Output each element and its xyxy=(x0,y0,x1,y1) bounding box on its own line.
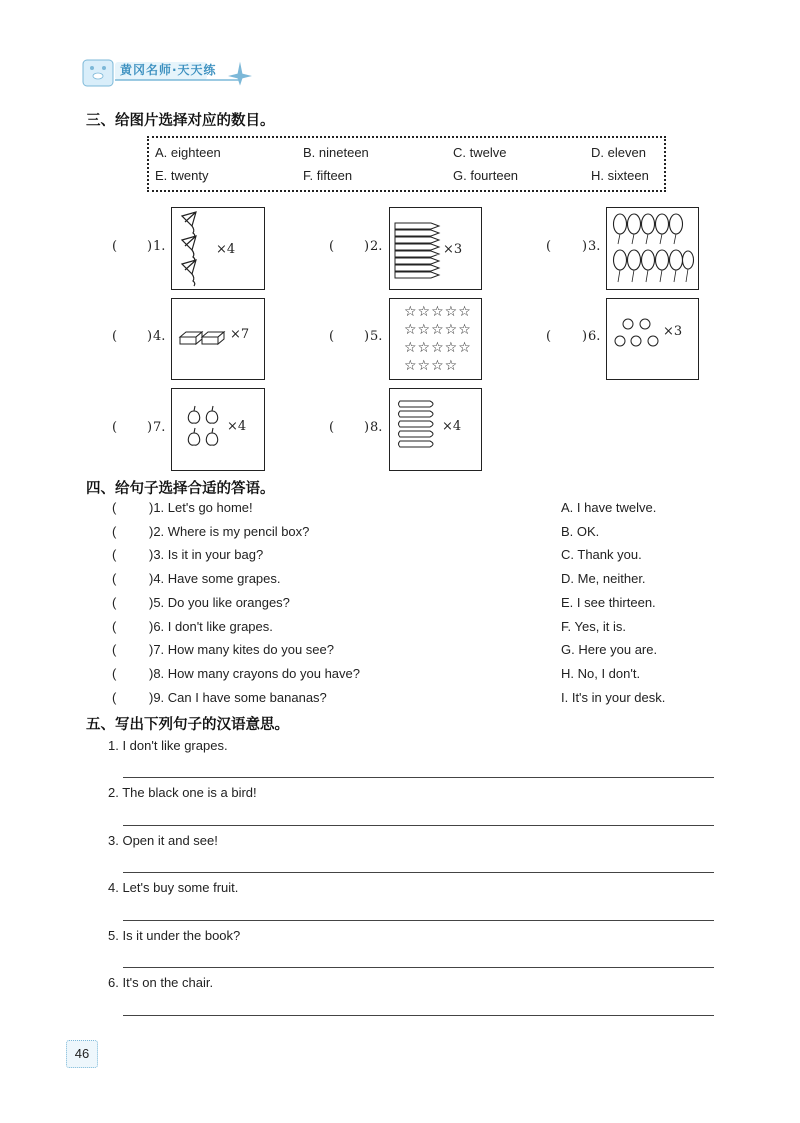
answer-paren-close: ) xyxy=(364,239,370,254)
multiplier: ×3 xyxy=(443,242,463,257)
word-option: D. eleven xyxy=(591,145,646,160)
picture-box xyxy=(171,388,265,471)
translate-sentence: 4. Let's buy some fruit. xyxy=(108,880,239,895)
answer-paren[interactable]: ( xyxy=(546,329,552,344)
answer-option: A. I have twelve. xyxy=(561,500,657,515)
answer-paren-close: ) xyxy=(364,420,370,435)
item-number: 6. xyxy=(588,329,601,344)
word-option: F. fifteen xyxy=(303,168,353,183)
word-option: G. fourteen xyxy=(453,168,519,183)
question-text: )3. Is it in your bag? xyxy=(149,547,264,562)
answer-option: H. No, I don't. xyxy=(561,666,641,681)
answer-line[interactable] xyxy=(123,777,714,778)
answer-option: G. Here you are. xyxy=(561,642,658,657)
picture-box xyxy=(389,388,482,471)
answer-option: C. Thank you. xyxy=(561,547,642,562)
answer-paren[interactable]: ( xyxy=(329,329,335,344)
answer-paren[interactable]: ( xyxy=(112,239,118,254)
translate-sentence: 6. It's on the chair. xyxy=(108,975,214,990)
translate-sentence: 3. Open it and see! xyxy=(108,833,218,848)
question-text: )5. Do you like oranges? xyxy=(149,595,290,610)
word-option: B. nineteen xyxy=(303,145,369,160)
question-text: )6. I don't like grapes. xyxy=(149,619,273,634)
answer-line[interactable] xyxy=(123,1015,714,1016)
question-text: )2. Where is my pencil box? xyxy=(149,524,310,539)
picture-box xyxy=(389,207,482,290)
answer-paren[interactable]: ( xyxy=(112,619,117,634)
multiplier: ×7 xyxy=(230,327,250,342)
word-option: H. sixteen xyxy=(591,168,649,183)
answer-paren[interactable]: ( xyxy=(112,547,117,562)
eraser-icon xyxy=(178,327,230,357)
answer-line[interactable] xyxy=(123,872,714,873)
item-number: 4. xyxy=(153,329,166,344)
translate-sentence: 2. The black one is a bird! xyxy=(108,785,257,800)
section5-title: 五、写出下列句子的汉语意思。 xyxy=(86,717,289,733)
brand-text: 黄冈名师·天天练 xyxy=(120,63,217,77)
question-text: )1. Let's go home! xyxy=(149,500,253,515)
question-text: )7. How many kites do you see? xyxy=(149,642,334,657)
answer-paren-close: ) xyxy=(147,329,153,344)
answer-paren[interactable]: ( xyxy=(112,329,118,344)
picture-box xyxy=(171,298,265,380)
answer-paren[interactable]: ( xyxy=(112,524,117,539)
answer-line[interactable] xyxy=(123,825,714,826)
picture-box xyxy=(606,207,699,290)
answer-paren[interactable]: ( xyxy=(329,420,335,435)
answer-paren[interactable]: ( xyxy=(546,239,552,254)
answer-paren[interactable]: ( xyxy=(112,666,117,681)
balloon-icon xyxy=(609,210,695,286)
item-number: 3. xyxy=(588,239,601,254)
answer-paren[interactable]: ( xyxy=(112,642,117,657)
translate-sentence: 1. I don't like grapes. xyxy=(108,738,228,753)
word-bank-box xyxy=(147,136,666,192)
picture-box xyxy=(389,298,482,380)
answer-option: F. Yes, it is. xyxy=(561,619,627,634)
picture-box xyxy=(606,298,699,380)
item-number: 7. xyxy=(153,420,166,435)
answer-paren[interactable]: ( xyxy=(329,239,335,254)
answer-paren[interactable]: ( xyxy=(112,690,117,705)
multiplier: ×4 xyxy=(442,419,462,434)
apple-icon xyxy=(184,403,228,453)
page-number: 46 xyxy=(66,1040,98,1068)
question-text: )9. Can I have some bananas? xyxy=(149,690,327,705)
word-option: E. twenty xyxy=(155,168,209,183)
item-number: 1. xyxy=(153,239,166,254)
word-option: C. twelve xyxy=(453,145,507,160)
answer-line[interactable] xyxy=(123,967,714,968)
answer-paren-close: ) xyxy=(364,329,370,344)
question-text: )4. Have some grapes. xyxy=(149,571,281,586)
section4-title: 四、给句子选择合适的答语。 xyxy=(86,481,275,497)
multiplier: ×4 xyxy=(216,242,236,257)
pencil-icon xyxy=(396,399,440,459)
answer-line[interactable] xyxy=(123,920,714,921)
answer-paren-close: ) xyxy=(147,239,153,254)
picture-box xyxy=(171,207,265,290)
answer-option: D. Me, neither. xyxy=(561,571,646,586)
multiplier: ×3 xyxy=(663,324,683,339)
crayon-icon xyxy=(393,221,441,281)
section3-title: 三、给图片选择对应的数目。 xyxy=(86,113,275,129)
answer-option: I. It's in your desk. xyxy=(561,690,666,705)
item-number: 8. xyxy=(370,420,383,435)
translate-sentence: 5. Is it under the book? xyxy=(108,928,241,943)
answer-paren-close: ) xyxy=(582,239,588,254)
answer-paren[interactable]: ( xyxy=(112,571,117,586)
multiplier: ×4 xyxy=(227,419,247,434)
item-number: 2. xyxy=(370,239,383,254)
question-text: )8. How many crayons do you have? xyxy=(149,666,360,681)
answer-option: E. I see thirteen. xyxy=(561,595,656,610)
answer-paren[interactable]: ( xyxy=(112,500,117,515)
item-number: 5. xyxy=(370,329,383,344)
answer-option: B. OK. xyxy=(561,524,600,539)
answer-paren-close: ) xyxy=(147,420,153,435)
answer-paren[interactable]: ( xyxy=(112,420,118,435)
word-option: A. eighteen xyxy=(155,145,221,160)
star-icon: ☆☆☆☆☆ ☆☆☆☆☆ ☆☆☆☆☆ ☆☆☆☆ xyxy=(404,304,472,374)
answer-paren-close: ) xyxy=(582,329,588,344)
answer-paren[interactable]: ( xyxy=(112,595,117,610)
